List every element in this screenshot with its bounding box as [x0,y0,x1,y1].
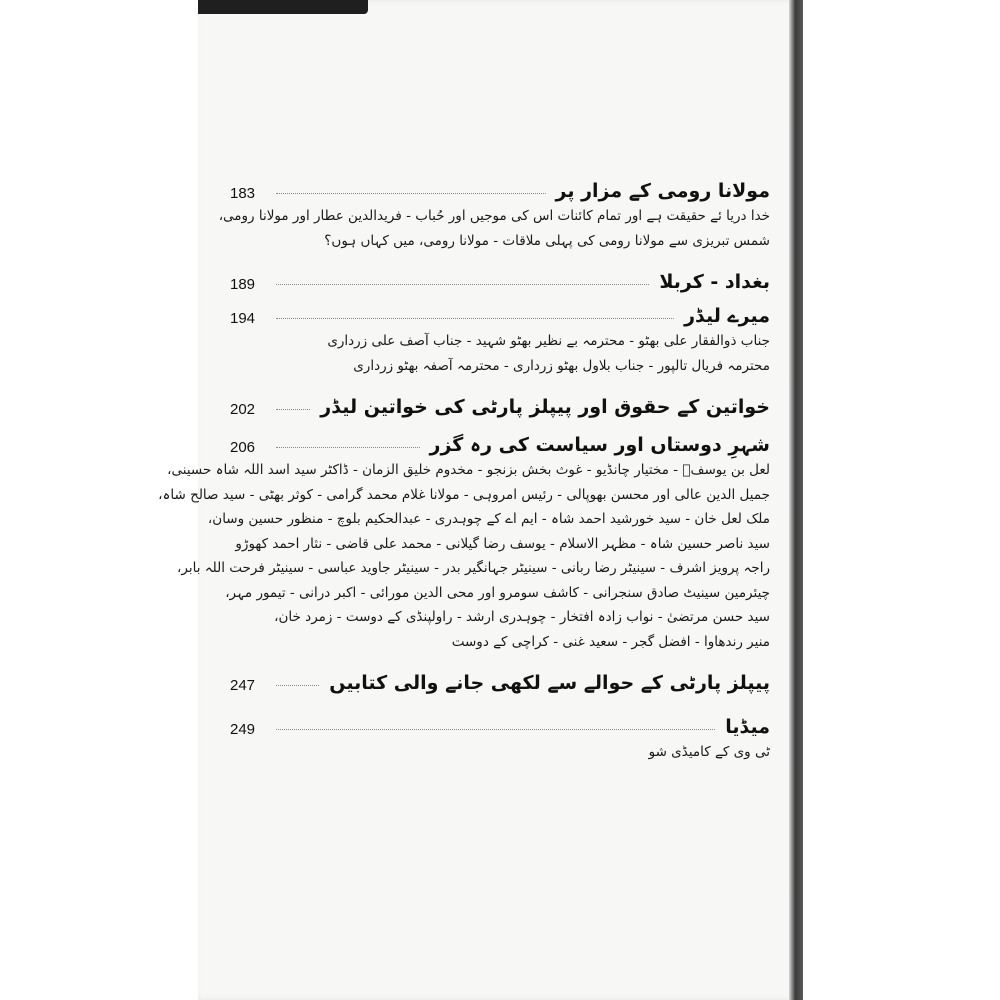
dot-leader [276,447,420,448]
entry-subtopics [230,329,770,378]
page-number: 194 [230,310,256,327]
subtopic-line: جمیل الدین عالی اور محسن بھوپالی - رئیس امروہی - مولانا غلام محمد گرامی - کوثر بھٹی - سید صالح شاہ، [158,486,770,503]
subtopic-line: چیئرمین سینیٹ صادق سنجرانی - کاشف سومرو اور محی الدین مورائی - اکبر درانی - تیمور مہر، [225,584,770,601]
toc-entry-heading [230,660,770,694]
entry-title: میڈیا [725,716,770,738]
toc-entry [230,384,770,418]
subtopic-line: ملک لعل خان - سید خورشید احمد شاہ - ایم اے کے چوہدری - عبدالحکیم بلوچ - منظور حسین وسان، [207,511,770,527]
toc-entry-heading [230,422,770,456]
entry-title: پیپلز پارٹی کے حوالے سے لکھی جانے والی کتابیں [329,672,770,694]
entry-title: بغداد - کربلا [659,271,770,293]
entry-subtopics [230,740,770,765]
subtopic-line: سید حسن مرتضیٰ - نواب زادہ افتخار - چوہدری ارشد - راولپنڈی کے دوست - زمرد خان، [274,609,770,625]
page-number: 202 [230,401,256,418]
page-number: 247 [230,677,256,694]
subtopic-line: خدا دریا ئے حقیقت ہے اور تمام کائنات اس کی موجیں اور حُباب - فریدالدین عطار اور مولانا رومی، [218,208,770,224]
dot-leader [276,318,674,319]
table-of-contents [158,168,770,771]
dot-leader [276,284,649,285]
toc-entry-heading [230,704,770,738]
subtopic-line: شمس تبریزی سے مولانا رومی کی پہلی ملاقات - مولانا رومی، میں کہاں ہوں؟ [324,232,770,249]
toc-entry-heading [230,293,770,327]
page-number: 249 [230,721,256,738]
subtopic-line: ٹی وی کے کامیڈی شو [648,744,770,760]
toc-entry [230,704,770,765]
dot-leader [276,729,715,730]
subtopic-line: لعل بن یوسفؒ - مختیار چانڈیو - غوث بخش بزنجو - مخدوم خلیق الزمان - ڈاکٹر سید اسد اللہ شاہ حسینی، [167,462,770,478]
subtopic-line: محترمہ فریال تالپور - جناب بلاول بھٹو زرداری - محترمہ آصفہ بھٹو زرداری [353,357,770,374]
dot-leader [276,409,310,410]
page-number: 189 [230,276,256,293]
entry-title: مولانا رومی کے مزار پر [555,180,770,202]
entry-title: میرے لیڈر [684,305,770,327]
toc-entry-heading [230,168,770,202]
entry-title: خواتین کے حقوق اور پیپلز پارٹی کی خواتین لیڈر [320,396,770,418]
toc-entry [230,293,770,378]
toc-entry [218,168,770,253]
dot-leader [276,193,546,194]
entry-subtopics [218,204,770,253]
page-number: 183 [230,185,256,202]
toc-entry-heading [230,384,770,418]
toc-entry [230,259,770,293]
subtopic-line: منیر رندھاوا - افضل گجر - سعید غنی - کراچی کے دوست [451,633,770,650]
page-spine-edge [789,0,803,1000]
subtopic-line: جناب ذوالفقار علی بھٹو - محترمہ بے نظیر بھٹو شہید - جناب آصف علی زرداری [327,333,770,349]
toc-entry [230,660,770,694]
toc-entry-heading [230,259,770,293]
entry-subtopics [158,458,770,654]
entry-title: شہرِ دوستاں اور سیاست کی رہ گزر [429,434,770,456]
toc-entry [158,422,770,654]
subtopic-line: راجہ پرویز اشرف - سینیٹر رضا ربانی - سینیٹر جہانگیر بدر - سینیٹر جاوید عباسی - سینیٹر فرحت اللہ بابر، [177,560,770,576]
dot-leader [276,685,319,686]
page-number: 206 [230,439,256,456]
page-top-shadow [198,0,368,14]
subtopic-line: سید ناصر حسین شاہ - مظہر الاسلام - یوسف رضا گیلانی - محمد علی قاضی - نثار احمد کھوڑو [235,535,770,552]
